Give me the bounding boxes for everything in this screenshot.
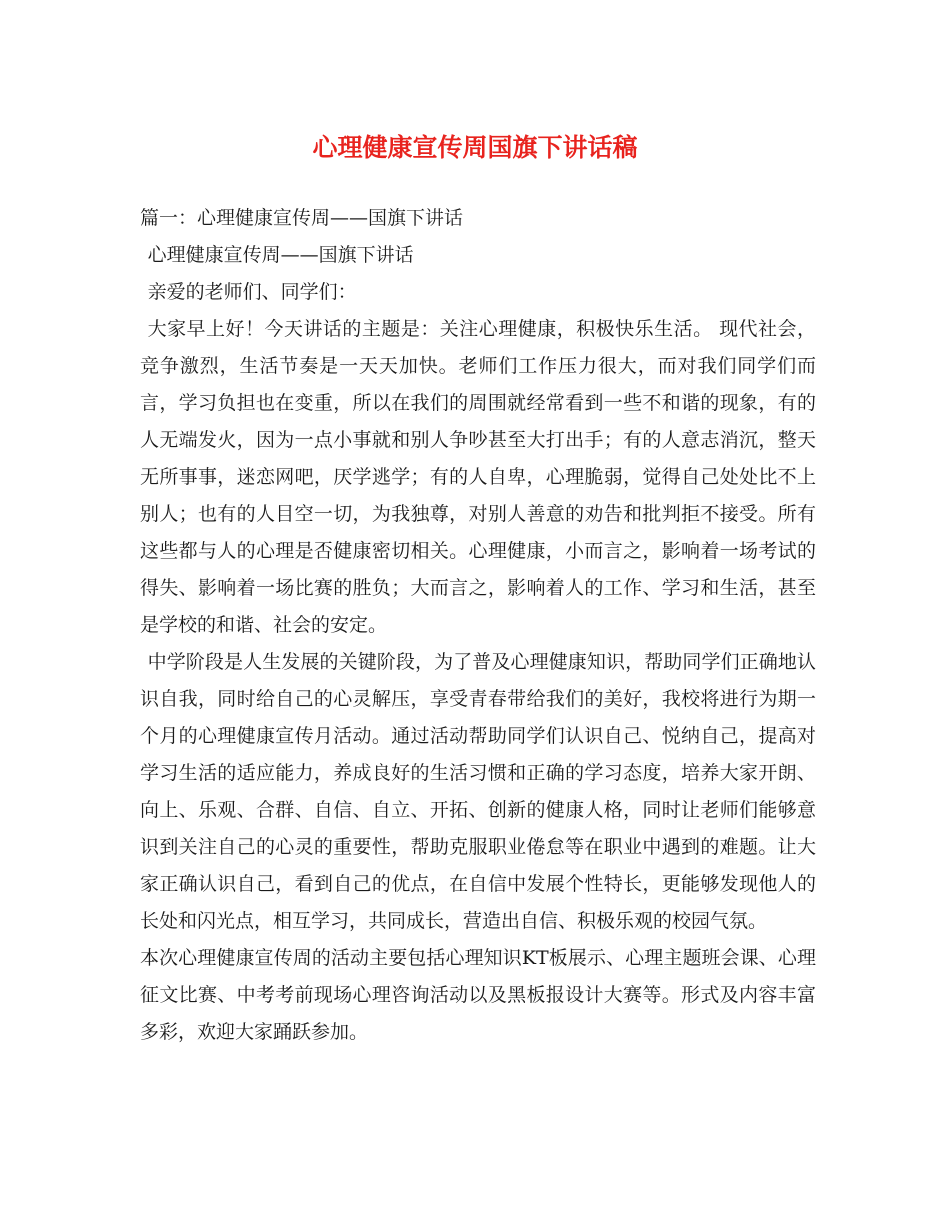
document-body (140, 200, 816, 1051)
paragraph-salutation: 亲爱的老师们、同学们： (147, 281, 357, 303)
document-title: 心理健康宣传周国旗下讲话稿 (312, 133, 638, 162)
paragraph-section-heading: 篇一：心理健康宣传周——国旗下讲话 (140, 207, 464, 229)
paragraph-body-3: 本次心理健康宣传周的活动主要包括心理知识KT板展示、心理主题班会课、心理征文比赛、中考考前现场心理咨询活动以及黑板报设计大赛等。形式及内容丰富多彩，欢迎大家踊跃参加。 (140, 947, 816, 1043)
paragraph-body-2: 中学阶段是人生发展的关键阶段，为了普及心理健康知识，帮助同学们正确地认识自我，同时给自己的心灵解压，享受青春带给我们的美好，我校将进行为期一个月的心理健康宣传月活动。通过活动帮助同学们认识自己、悦纳自己，提高对学习生活的适应能力，养成良好的生活习惯和正确的学习态度，培养大家开朗、向上、乐观、合群、自信、自立、开拓、创新的健康人格，同时让老师们能够意识到关注自己的心灵的重要性，帮助克服职业倦怠等在职业中遇到的难题。让大家正确认识自己，看到自己的优点，在自信中发展个性特长，更能够发现他人的长处和闪光点，相互学习，共同成长，营造出自信、积极乐观的校园气氛。 (140, 651, 816, 932)
paragraph-body-1: 大家早上好！今天讲话的主题是：关注心理健康，积极快乐生活。 现代社会，竞争激烈，生活节奏是一天天加快。老师们工作压力很大，而对我们同学们而言，学习负担也在变重，所以在我们的周围就经常看到一些不和谐的现象，有的人无端发火，因为一点小事就和别人争吵甚至大打出手；有的人意志消沉，整天无所事事，迷恋网吧，厌学逃学；有的人自卑，心理脆弱，觉得自己处处比不上别人；也有的人目空一切，为我独尊，对别人善意的劝告和批判拒不接受。所有这些都与人的心理是否健康密切相关。心理健康，小而言之，影响着一场考试的得失、影响着一场比赛的胜负；大而言之，影响着人的工作、学习和生活，甚至是学校的和谐、社会的安定。 (140, 318, 816, 636)
paragraph-subheading: 心理健康宣传周——国旗下讲话 (147, 244, 414, 266)
